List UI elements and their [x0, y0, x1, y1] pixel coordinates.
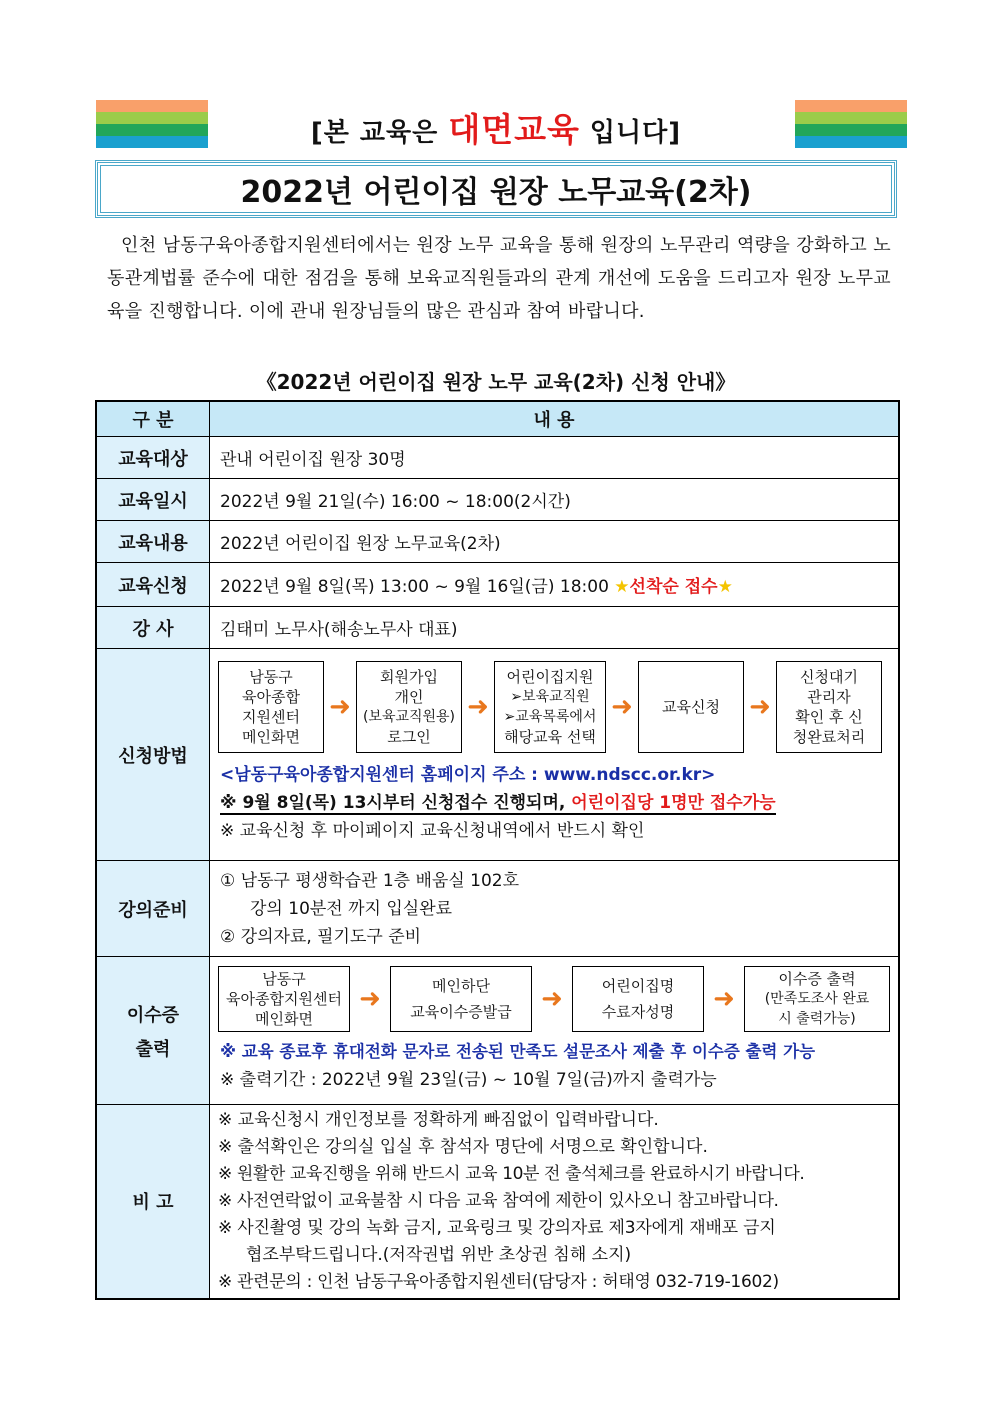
remark-item: ※ 원활한 교육진행을 위해 반드시 교육 10분 전 출석체크를 완료하시기 바랍니다.	[218, 1163, 805, 1184]
arrow-right-icon: ➜	[541, 984, 563, 1014]
header-category: 구 분	[96, 401, 210, 437]
remark-item: 협조부탁드립니다.(저작권법 위반 초상권 침해 소지)	[246, 1244, 632, 1265]
table-row	[96, 479, 899, 521]
flow-step-line: 로그인	[387, 728, 431, 746]
remarks-cell	[210, 1105, 900, 1299]
star-icon: ★	[614, 577, 630, 597]
table-row	[96, 957, 899, 1105]
row-label: 교육일시	[96, 479, 210, 521]
cert-note: ※ 교육 종료후 휴대전화 문자로 전송된 만족도 설문조사 제출 후 이수증 출력 가능	[220, 1042, 816, 1061]
flow-step-line: 남동구	[249, 668, 293, 686]
method-note: ※ 교육신청 후 마이페이지 교육신청내역에서 반드시 확인	[220, 821, 645, 841]
row-value: 김태미 노무사(해송노무사 대표)	[210, 607, 900, 649]
flow-step-line: 교육이수증발급	[410, 1003, 512, 1021]
arrow-right-icon: ➜	[467, 692, 489, 722]
flow-step-line: 남동구	[262, 970, 306, 988]
flow-step	[744, 966, 890, 1032]
table-row	[96, 437, 899, 479]
flow-step-line: 관리자	[807, 688, 851, 706]
flow-step-line: 육아종합지원센터	[226, 990, 342, 1008]
method-flow	[210, 661, 898, 753]
apply-note: 선착순 접수	[629, 577, 718, 597]
table-row	[96, 521, 899, 563]
method-cell	[210, 649, 900, 861]
flow-step	[494, 661, 606, 753]
right-stripe-decoration	[795, 100, 907, 148]
row-label	[96, 957, 210, 1105]
flow-step-line: ➢보육교직원	[510, 689, 590, 705]
flow-step-line: ➢교육목록에서	[503, 709, 597, 725]
flow-step	[572, 966, 704, 1032]
flow-step-line: (만족도조사 완료	[764, 991, 870, 1007]
row-label: 강 사	[96, 607, 210, 649]
row-label: 교육내용	[96, 521, 210, 563]
flow-step	[218, 966, 350, 1032]
flow-step-line: 교육신청	[662, 698, 720, 716]
flow-step-line: 메인화면	[255, 1010, 313, 1028]
flow-step-line: 육아종합	[242, 688, 300, 706]
prep-item: ① 남동구 평생학습관 1층 배움실 102호	[220, 870, 520, 891]
star-icon: ★	[717, 577, 733, 597]
row-value: 2022년 어린이집 원장 노무교육(2차)	[210, 521, 900, 563]
banner-suffix: 입니다]	[589, 118, 682, 148]
flow-step-line: 메인하단	[432, 977, 490, 995]
header-content: 내 용	[210, 401, 900, 437]
method-note-highlight: 어린이집당 1명만 접수가능	[571, 793, 776, 813]
table-row	[96, 1105, 899, 1299]
title-box	[95, 160, 897, 218]
row-value	[210, 563, 900, 607]
remark-item: ※ 교육신청시 개인정보를 정확하게 빠짐없이 입력바랍니다.	[218, 1109, 659, 1130]
flow-step-line: 해당교육 선택	[504, 728, 596, 746]
row-label: 강의준비	[96, 861, 210, 957]
remark-item: ※ 출석확인은 강의실 입실 후 참석자 명단에 서명으로 확인합니다.	[218, 1136, 708, 1157]
prep-item: 강의 10분전 까지 입실완료	[250, 898, 453, 919]
banner-prefix: [본 교육은	[310, 118, 439, 148]
flow-step-line: 어린이집명	[601, 977, 675, 995]
left-stripe-decoration	[96, 100, 208, 148]
table-row	[96, 861, 899, 957]
arrow-right-icon: ➜	[611, 692, 633, 722]
flow-step-line: 수료자성명	[601, 1003, 675, 1021]
flow-step-line: 이수증 출력	[778, 970, 856, 988]
flow-step-line: 회원가입	[380, 668, 438, 686]
flow-step	[218, 661, 324, 753]
info-table	[95, 400, 900, 1300]
banner-highlight: 대면교육	[448, 110, 580, 149]
table-row	[96, 649, 899, 861]
arrow-right-icon: ➜	[329, 692, 351, 722]
arrow-right-icon: ➜	[359, 984, 381, 1014]
flow-step	[638, 661, 744, 753]
method-note-text: ※ 9월 8일(목) 13시부터 신청접수 진행되며,	[220, 793, 566, 813]
flow-step-line: 개인	[394, 688, 424, 706]
flow-step	[776, 661, 882, 753]
cert-flow	[210, 966, 898, 1032]
row-label: 교육신청	[96, 563, 210, 607]
flow-step-line: 시 출력가능)	[778, 1011, 856, 1027]
remark-item: ※ 사전연락없이 교육불참 시 다음 교육 참여에 제한이 있사오니 참고바랍니다.	[218, 1190, 779, 1211]
remark-item: ※ 사진촬영 및 강의 녹화 금지, 교육링크 및 강의자료 제3자에게 재배포 금지	[218, 1217, 776, 1238]
table-row	[96, 563, 899, 607]
intro-paragraph: 인천 남동구육아종합지원센터에서는 원장 노무 교육을 통해 원장의 노무관리 역량을 강화하고 노동관계법률 준수에 대한 점검을 통해 보육교직원들과의 관계 개선에 도움을 드리고자 원장 노무교육을 진행합니다. 이에 관내 원장님들의 많은 관심과 참여 바랍니다.	[107, 235, 891, 322]
cert-label-line: 출력	[135, 1038, 171, 1060]
prep-item: ② 강의자료, 필기도구 준비	[220, 926, 422, 947]
homepage-url: <남동구육아종합지원센터 홈페이지 주소 : www.ndscc.or.kr>	[220, 765, 716, 785]
flow-step	[356, 661, 462, 753]
table-row	[96, 607, 899, 649]
prep-cell	[210, 861, 900, 957]
cert-label-line: 이수증	[126, 1004, 180, 1026]
row-label: 비 고	[96, 1105, 210, 1299]
method-note	[220, 789, 898, 817]
flow-step-line: 지원센터	[242, 708, 300, 726]
flow-step-line: 메인화면	[242, 728, 300, 746]
row-value: 2022년 9월 21일(수) 16:00 ~ 18:00(2시간)	[210, 479, 900, 521]
flow-step-line: (보육교직원용)	[362, 709, 456, 725]
banner	[210, 104, 782, 151]
apply-period: 2022년 9월 8일(목) 13:00 ~ 9월 16일(금) 18:00	[220, 577, 609, 597]
arrow-right-icon: ➜	[713, 984, 735, 1014]
flow-step-line: 확인 후 신	[795, 708, 863, 726]
cert-note: ※ 출력기간 : 2022년 9월 23일(금) ~ 10월 7일(금)까지 출력가능	[220, 1070, 717, 1090]
arrow-right-icon: ➜	[749, 692, 771, 722]
section-subtitle: 《2022년 어린이집 원장 노무 교육(2차) 신청 안내》	[256, 370, 736, 394]
cert-cell	[210, 957, 900, 1105]
row-label: 신청방법	[96, 649, 210, 861]
table-header-row	[96, 401, 899, 437]
remark-item: ※ 관련문의 : 인천 남동구육아종합지원센터(담당자 : 허태영 032-719-1602)	[218, 1271, 779, 1292]
flow-step-line: 청완료처리	[792, 728, 866, 746]
flow-step-line: 어린이집지원	[506, 668, 594, 686]
row-value: 관내 어린이집 원장 30명	[210, 437, 900, 479]
row-label: 교육대상	[96, 437, 210, 479]
flow-step	[390, 966, 532, 1032]
flow-step-line: 신청대기	[800, 668, 858, 686]
page-title: 2022년 어린이집 원장 노무교육(2차)	[100, 165, 892, 213]
